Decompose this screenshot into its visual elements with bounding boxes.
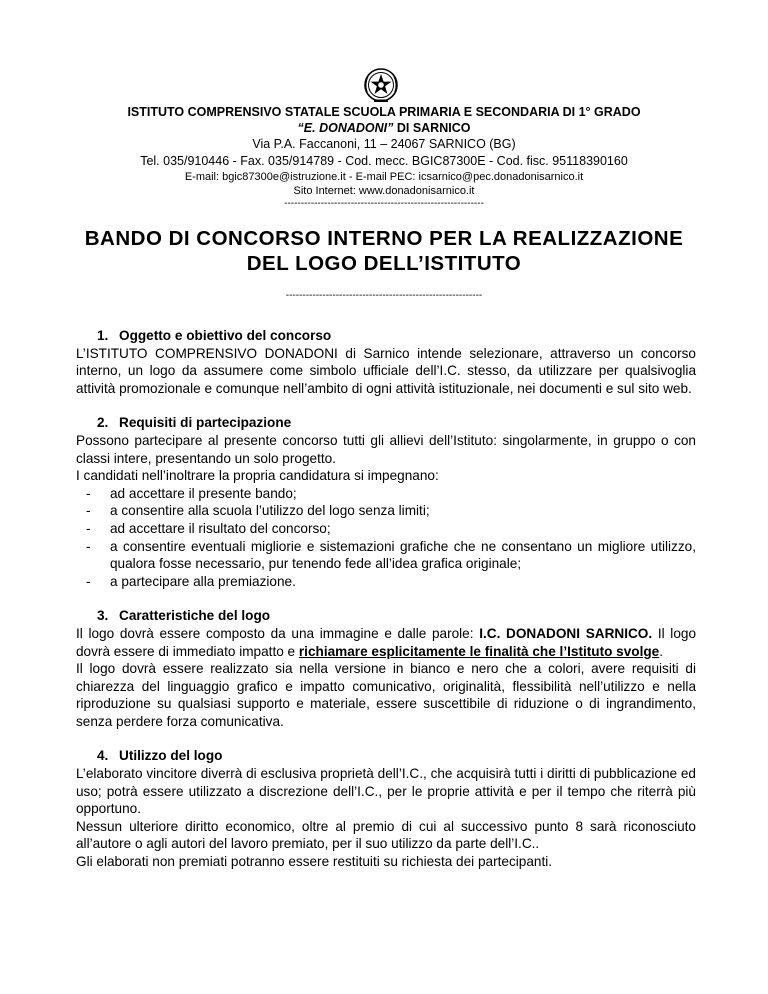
school-name: ISTITUTO COMPRENSIVO STATALE SCUOLA PRIMARIA E SECONDARIA DI 1° GRADO (127, 105, 641, 119)
italian-republic-emblem-icon (361, 64, 401, 104)
section-4-text-2: Nessun ulteriore diritto economico, oltre al premio di cui al successivo punto 8 sarà riconosciuto all’autore o agli autori del lavoro premiato, per il suo utilizzo da parte dell’I.C.. (76, 818, 696, 852)
title-line-2: DEL LOGO DELL’ISTITUTO (246, 252, 522, 275)
document-title (0, 226, 768, 276)
section-1-text: L’ISTITUTO COMPRENSIVO DONADONI di Sarnico intende selezionare, attraverso un concorso interno, un logo da assumere come simbolo ufficiale dell’I.C. stesso, da utilizzare per qualsivoglia attività promozionale e comunque nell’ambito di ogni attività istituzionale, nei documenti e sul sito web. (76, 345, 696, 396)
section-2-text-2: I candidati nell’inoltrare la propria candidatura si impegnano: (76, 468, 439, 484)
section-3-text-2: Il logo dovrà essere realizzato sia nella versione in bianco e nero che a colori, avere requisiti di chiarezza del linguaggio grafico e impatto comunicativo, originalità, flessibilità nell’utilizzo e nella riproduzione su qualsiasi supporto e materiale, essere suscettibile di riduzione o di ingrandimento, senza perdere forza comunicativa. (76, 661, 696, 729)
section-4-text-3: Gli elaborati non premiati potranno essere restituiti su richiesta dei partecipanti. (76, 854, 553, 870)
list-item: - a consentire eventuali migliorie e sistemazioni grafiche che ne consentano un migliore utilizzo, qualora fosse necessario, pur tenendo fede all’idea grafica originale; (76, 538, 696, 573)
school-emails: E-mail: bgic87300e@istruzione.it - E-mail PEC: icsarnico@pec.donadonisarnico.it (184, 171, 584, 183)
title-line-1: BANDO DI CONCORSO INTERNO PER LA REALIZZAZIONE (84, 227, 684, 250)
school-website: Sito Internet: www.donadonisarnico.it (293, 185, 475, 197)
school-subname: “E. DONADONI” DI SARNICO (297, 121, 471, 135)
list-item: - ad accettare il presente bando; (76, 485, 696, 503)
document-body (76, 327, 696, 871)
list-item: - ad accettare il risultato del concorso; (76, 520, 696, 538)
school-header (0, 104, 768, 209)
school-address: Via P.A. Faccanoni, 11 – 24067 SARNICO (BG) (252, 137, 516, 151)
section-3-heading: 3. Caratteristiche del logo (97, 608, 271, 624)
commitments-list (76, 485, 696, 591)
list-item: - a consentire alla scuola l’utilizzo del logo senza limiti; (76, 502, 696, 520)
section-2-text-1: Possono partecipare al presente concorso tutti gli allievi dell’Istituto: singolarmente, in gruppo o con classi intere, presentando un solo progetto. (76, 432, 696, 466)
section-2-heading: 2. Requisiti di partecipazione (97, 415, 292, 431)
title-separator: ----------------------------------------------------------- (285, 290, 483, 301)
section-1-heading: 1. Oggetto e obiettivo del concorso (97, 328, 332, 343)
school-phone-codes: Tel. 035/910446 - Fax. 035/914789 - Cod. mecc. BGIC87300E - Cod. fisc. 95118390160 (140, 154, 628, 168)
section-4-heading: 4. Utilizzo del logo (97, 748, 223, 764)
section-4-text-1: L’elaborato vincitore diverrà di esclusiva proprietà dell’I.C., che acquisirà tutti i diritti di pubblicazione ed uso; potrà essere utilizzato a discrezione dell’I.C., per le proprie attività e per il tempo che riterrà più opportuno. (76, 766, 696, 817)
list-item: - a partecipare alla premiazione. (76, 573, 696, 591)
section-3-text-1: Il logo dovrà essere composto da una immagine e dalle parole: I.C. DONADONI SARNICO. Il logo dovrà essere di immediato impatto e richiamare esplicitamente le finalità che l’Istituto svolge. (76, 625, 697, 659)
header-separator: ------------------------------------------------------------ (284, 198, 484, 209)
